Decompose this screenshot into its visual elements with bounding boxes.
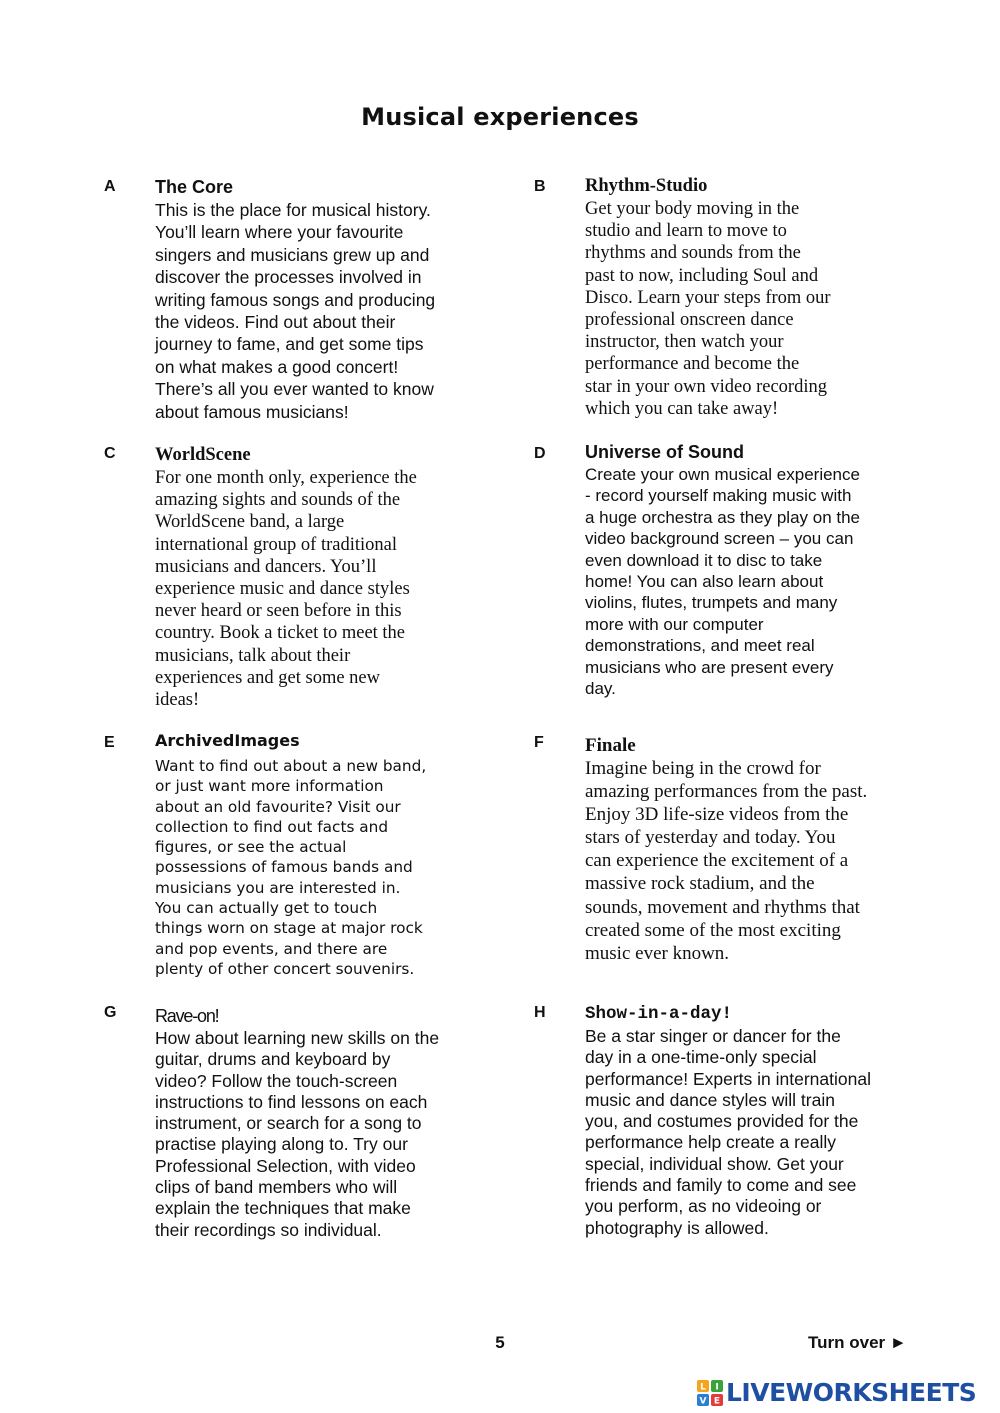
entry-line: day in a one-time-only special (585, 1047, 817, 1068)
entry-line: sounds, movement and rhythms that (585, 896, 860, 918)
entry-line: You’ll learn where your favourite (155, 222, 404, 243)
entry-line: created some of the most exciting (585, 919, 841, 941)
entry-line: video background screen – you can (585, 529, 854, 549)
entry-line: experiences and get some new (155, 667, 380, 688)
entry-h (585, 1003, 915, 1239)
entry-line: rhythms and sounds from the (585, 243, 801, 264)
entry-line: Professional Selection, with video (155, 1155, 416, 1176)
entry-line: and pop events, and there are (155, 939, 388, 958)
entry-title-a: The Core (155, 177, 234, 197)
entry-line: - record yourself making music with (585, 486, 852, 506)
entry-line: photography is allowed. (585, 1217, 769, 1238)
entry-line: more with our computer (585, 614, 764, 634)
entry-title-d: Universe of Sound (585, 442, 745, 462)
entry-line: musicians you are interested in. (155, 878, 401, 897)
entry-body-e (155, 756, 475, 979)
entry-line: journey to fame, and get some tips (155, 334, 424, 355)
entry-letter-c: C (104, 445, 116, 462)
svg-text:E: E (713, 1396, 721, 1406)
entry-line: Get your body moving in the (585, 199, 800, 219)
entry-line: performance help create a really (585, 1132, 836, 1153)
entry-letter-g: G (104, 1004, 117, 1021)
entry-title-b: Rhythm-Studio (585, 176, 708, 196)
entry-line: guitar, drums and keyboard by (155, 1049, 391, 1070)
entry-line: a huge orchestra as they play on the (585, 507, 861, 527)
entry-line: which you can take away! (585, 398, 779, 419)
turn-over-label: Turn over ► (808, 1333, 907, 1352)
entry-a (155, 176, 475, 423)
entry-line: amazing performances from the past. (585, 781, 868, 803)
entry-line: studio and learn to move to (585, 221, 787, 242)
entry-c (155, 444, 485, 711)
entry-line: country. Book a ticket to meet the (155, 623, 406, 644)
entry-line: Enjoy 3D life-size videos from the (585, 804, 849, 826)
entry-line: collection to find out facts and (155, 817, 389, 836)
entry-line: Create your own musical experience (585, 465, 860, 484)
page-title: Musical experiences (361, 103, 639, 131)
entry-line: you, and costumes provided for the (585, 1111, 859, 1132)
entry-title-h: Show-in-a-day! (585, 1004, 733, 1024)
entry-line: explain the techniques that make (155, 1198, 411, 1219)
entry-line: things worn on stage at major rock (155, 919, 423, 938)
entry-line: This is the place for musical history. (155, 200, 431, 220)
entry-line: or just want more information (155, 777, 384, 796)
svg-text:L: L (700, 1382, 706, 1393)
entry-line: about famous musicians! (155, 401, 349, 422)
entry-d (585, 441, 915, 699)
entry-line: even download it to disc to take (585, 550, 823, 570)
entry-line: friends and family to come and see (585, 1175, 857, 1196)
entry-line: demonstrations, and meet real (585, 636, 815, 656)
entry-title-g: Rave-on! (155, 1006, 219, 1026)
entry-e (155, 730, 475, 979)
liveworksheets-brand-text: LIVEWORKSHEETS (726, 1378, 977, 1407)
entry-line: For one month only, experience the (155, 468, 417, 488)
entry-line: singers and musicians grew up and (155, 244, 430, 265)
entry-line: Want to find out about a new band, (155, 757, 427, 775)
entry-title-c: WorldScene (155, 445, 251, 465)
entry-line: can experience the excitement of a (585, 850, 849, 872)
entry-line: musicians who are present every (585, 657, 834, 677)
entry-line: practise playing along to. Try our (155, 1134, 408, 1155)
entry-line: past to now, including Soul and (585, 265, 819, 286)
entry-line: ideas! (155, 690, 200, 711)
entry-line: instructor, then watch your (585, 332, 784, 353)
entry-letter-e: E (104, 734, 115, 751)
entry-line: amazing sights and sounds of the (155, 490, 401, 511)
entry-letter-b: B (534, 178, 546, 195)
entry-line: their recordings so individual. (155, 1219, 382, 1240)
entry-line: you perform, as no videoing or (585, 1196, 822, 1217)
entry-line: musicians, talk about their (155, 645, 351, 666)
entry-line: writing famous songs and producing (155, 289, 436, 310)
entry-title-f: Finale (585, 735, 636, 756)
liveworksheets-logo-icon (697, 1380, 723, 1406)
entry-line: You can actually get to touch (155, 899, 378, 918)
entry-line: star in your own video recording (585, 376, 827, 397)
entry-line: Disco. Learn your steps from our (585, 287, 831, 308)
entry-line: on what makes a good concert! (155, 356, 399, 377)
entry-line: performance! Experts in international (585, 1068, 871, 1089)
entry-letter-a: A (104, 178, 116, 195)
entry-line: video? Follow the touch-screen (155, 1070, 398, 1091)
entry-line: plenty of other concert souvenirs. (155, 959, 415, 978)
entry-line: instructions to find lessons on each (155, 1091, 428, 1112)
entry-line: possessions of famous bands and (155, 858, 413, 877)
entry-body-b (585, 198, 915, 420)
entry-line: never heard or seen before in this (155, 601, 402, 622)
entry-line: instrument, or search for a song to (155, 1113, 422, 1134)
entry-body-d (585, 464, 915, 699)
entry-letter-f: F (534, 734, 544, 751)
svg-text:I: I (715, 1382, 719, 1393)
entry-line: musicians and dancers. You’ll (155, 556, 377, 577)
entry-body-f (585, 757, 915, 965)
entry-line: professional onscreen dance (585, 310, 794, 331)
entry-f (585, 734, 915, 965)
entry-body-c (155, 467, 485, 711)
liveworksheets-brand[interactable] (697, 1378, 976, 1408)
entry-line: music and dance styles will train (585, 1089, 835, 1110)
entry-line: international group of traditional (155, 534, 397, 555)
entry-line: How about learning new skills on the (155, 1028, 440, 1048)
entry-line: experience music and dance styles (155, 579, 410, 600)
entry-line: Be a star singer or dancer for the (585, 1026, 841, 1046)
entry-line: home! You can also learn about (585, 572, 824, 592)
entry-body-a (155, 199, 475, 423)
entry-letter-h: H (534, 1004, 546, 1021)
entry-g (155, 1005, 485, 1241)
entry-line: about an old favourite? Visit our (155, 797, 401, 816)
entry-line: violins, flutes, trumpets and many (585, 593, 838, 613)
entry-line: performance and become the (585, 354, 800, 375)
entry-line: stars of yesterday and today. You (585, 827, 836, 849)
entry-line: discover the processes involved in (155, 267, 422, 288)
entry-line: clips of band members who will (155, 1177, 398, 1198)
entry-line: Imagine being in the crowd for (585, 758, 821, 779)
entry-line: music ever known. (585, 942, 730, 964)
entry-title-e: ArchivedImages (155, 731, 300, 750)
entry-line: massive rock stadium, and the (585, 873, 815, 895)
entry-b (585, 175, 915, 420)
entry-line: day. (585, 679, 616, 699)
entry-line: the videos. Find out about their (155, 312, 396, 333)
entry-line: special, individual show. Get your (585, 1153, 844, 1174)
svg-text:V: V (699, 1396, 707, 1406)
entry-line: figures, or see the actual (155, 838, 347, 857)
page-number: 5 (495, 1333, 505, 1352)
entry-body-g (155, 1028, 485, 1241)
entry-letter-d: D (534, 445, 546, 462)
entry-line: WorldScene band, a large (155, 512, 345, 533)
entry-body-h (585, 1026, 915, 1239)
entry-line: There’s all you ever wanted to know (155, 379, 434, 400)
